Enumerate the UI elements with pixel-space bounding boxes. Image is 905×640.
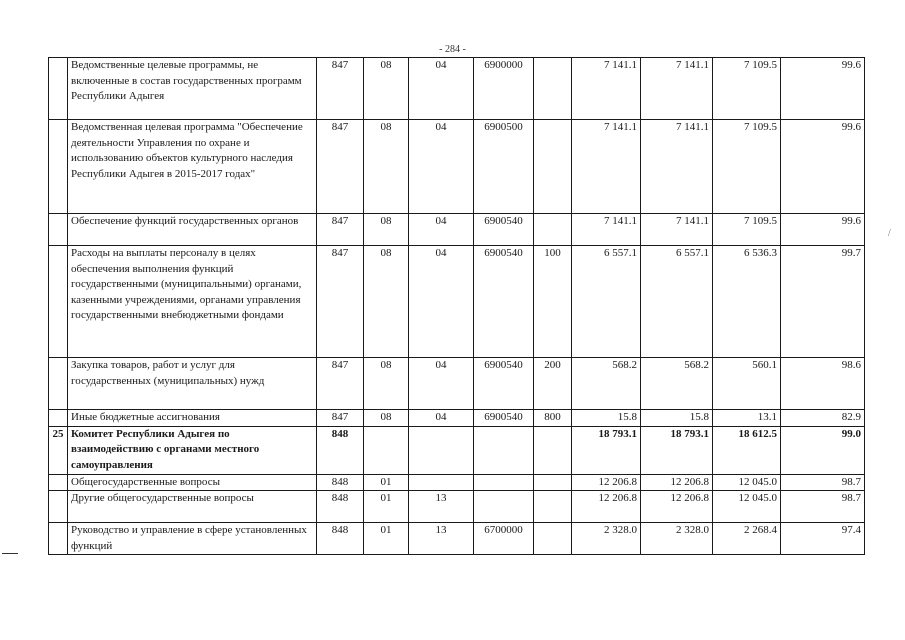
subsection-code: 04 (409, 358, 474, 410)
approved-amount: 7 141.1 (572, 120, 641, 214)
adjusted-amount: 568.2 (641, 358, 713, 410)
execution-percent: 99.6 (781, 214, 865, 246)
section-code: 08 (364, 410, 409, 427)
dept-code: 847 (317, 410, 364, 427)
target-article-code (474, 426, 534, 474)
section-code: 08 (364, 120, 409, 214)
expense-type-code (534, 58, 572, 120)
subsection-code (409, 426, 474, 474)
row-name: Расходы на выплаты персоналу в целях обеспечения выполнения функций государственными (муниципальными) органами, казенными учреждениями, органами управления государственными внебюджетными фондами (68, 246, 317, 358)
target-article-code (474, 474, 534, 491)
table-row (49, 426, 865, 474)
approved-amount: 15.8 (572, 410, 641, 427)
target-article-code: 6700000 (474, 523, 534, 555)
table-row (49, 214, 865, 246)
expense-type-code (534, 120, 572, 214)
approved-amount: 12 206.8 (572, 491, 641, 523)
target-article-code: 6900540 (474, 410, 534, 427)
executed-amount: 560.1 (713, 358, 781, 410)
table-row (49, 246, 865, 358)
section-code: 01 (364, 491, 409, 523)
table-row (49, 474, 865, 491)
approved-amount: 12 206.8 (572, 474, 641, 491)
executed-amount: 7 109.5 (713, 120, 781, 214)
approved-amount: 7 141.1 (572, 214, 641, 246)
execution-percent: 99.0 (781, 426, 865, 474)
execution-percent: 99.6 (781, 120, 865, 214)
table-row (49, 523, 865, 555)
row-name: Другие общегосударственные вопросы (68, 491, 317, 523)
expense-type-code (534, 214, 572, 246)
target-article-code: 6900540 (474, 214, 534, 246)
executed-amount: 6 536.3 (713, 246, 781, 358)
executed-amount: 7 109.5 (713, 58, 781, 120)
margin-tick: / (888, 228, 891, 239)
dept-code: 847 (317, 120, 364, 214)
execution-percent: 98.7 (781, 474, 865, 491)
row-number (49, 474, 68, 491)
adjusted-amount: 15.8 (641, 410, 713, 427)
adjusted-amount: 18 793.1 (641, 426, 713, 474)
dept-code: 847 (317, 58, 364, 120)
row-number (49, 120, 68, 214)
target-article-code: 6900500 (474, 120, 534, 214)
row-number (49, 523, 68, 555)
row-name: Ведомственные целевые программы, не включенные в состав государственных программ Республики Адыгея (68, 58, 317, 120)
subsection-code: 13 (409, 523, 474, 555)
execution-percent: 99.7 (781, 246, 865, 358)
row-name: Общегосударственные вопросы (68, 474, 317, 491)
expense-type-code: 200 (534, 358, 572, 410)
row-number (49, 358, 68, 410)
target-article-code: 6900000 (474, 58, 534, 120)
adjusted-amount: 7 141.1 (641, 120, 713, 214)
dept-code: 848 (317, 523, 364, 555)
dept-code: 848 (317, 426, 364, 474)
approved-amount: 568.2 (572, 358, 641, 410)
executed-amount: 18 612.5 (713, 426, 781, 474)
expense-type-code (534, 523, 572, 555)
table-row (49, 358, 865, 410)
dept-code: 847 (317, 246, 364, 358)
adjusted-amount: 7 141.1 (641, 58, 713, 120)
expense-type-code: 800 (534, 410, 572, 427)
expense-type-code: 100 (534, 246, 572, 358)
execution-percent: 99.6 (781, 58, 865, 120)
table-row (49, 120, 865, 214)
dept-code: 848 (317, 491, 364, 523)
section-code: 01 (364, 474, 409, 491)
dept-code: 847 (317, 358, 364, 410)
section-code: 08 (364, 246, 409, 358)
execution-percent: 82.9 (781, 410, 865, 427)
executed-amount: 13.1 (713, 410, 781, 427)
section-code: 08 (364, 214, 409, 246)
table-row (49, 491, 865, 523)
approved-amount: 6 557.1 (572, 246, 641, 358)
execution-percent: 97.4 (781, 523, 865, 555)
executed-amount: 12 045.0 (713, 474, 781, 491)
dept-code: 847 (317, 214, 364, 246)
approved-amount: 18 793.1 (572, 426, 641, 474)
row-name: Руководство и управление в сфере установленных функций (68, 523, 317, 555)
row-number (49, 246, 68, 358)
subsection-code: 04 (409, 246, 474, 358)
margin-mark (2, 553, 18, 554)
execution-percent: 98.6 (781, 358, 865, 410)
executed-amount: 7 109.5 (713, 214, 781, 246)
target-article-code: 6900540 (474, 246, 534, 358)
row-number (49, 491, 68, 523)
subsection-code: 04 (409, 214, 474, 246)
table-row (49, 410, 865, 427)
row-number (49, 214, 68, 246)
row-number (49, 410, 68, 427)
row-name: Комитет Республики Адыгея по взаимодействию с органами местного самоуправления (68, 426, 317, 474)
execution-percent: 98.7 (781, 491, 865, 523)
target-article-code: 6900540 (474, 358, 534, 410)
subsection-code: 13 (409, 491, 474, 523)
section-code: 01 (364, 523, 409, 555)
expense-type-code (534, 426, 572, 474)
adjusted-amount: 12 206.8 (641, 474, 713, 491)
subsection-code (409, 474, 474, 491)
adjusted-amount: 2 328.0 (641, 523, 713, 555)
adjusted-amount: 7 141.1 (641, 214, 713, 246)
subsection-code: 04 (409, 58, 474, 120)
executed-amount: 12 045.0 (713, 491, 781, 523)
executed-amount: 2 268.4 (713, 523, 781, 555)
expense-type-code (534, 474, 572, 491)
adjusted-amount: 12 206.8 (641, 491, 713, 523)
section-code: 08 (364, 58, 409, 120)
row-name: Иные бюджетные ассигнования (68, 410, 317, 427)
budget-table (48, 57, 865, 555)
row-name: Ведомственная целевая программа "Обеспечение деятельности Управления по охране и использованию объектов культурного наследия Республики Адыгея в 2015-2017 годах" (68, 120, 317, 214)
table-row (49, 58, 865, 120)
section-code: 08 (364, 358, 409, 410)
subsection-code: 04 (409, 120, 474, 214)
adjusted-amount: 6 557.1 (641, 246, 713, 358)
row-number: 25 (49, 426, 68, 474)
row-number (49, 58, 68, 120)
approved-amount: 2 328.0 (572, 523, 641, 555)
row-name: Закупка товаров, работ и услуг для государственных (муниципальных) нужд (68, 358, 317, 410)
row-name: Обеспечение функций государственных органов (68, 214, 317, 246)
page-number: - 284 - (439, 44, 466, 55)
section-code (364, 426, 409, 474)
target-article-code (474, 491, 534, 523)
subsection-code: 04 (409, 410, 474, 427)
expense-type-code (534, 491, 572, 523)
approved-amount: 7 141.1 (572, 58, 641, 120)
dept-code: 848 (317, 474, 364, 491)
